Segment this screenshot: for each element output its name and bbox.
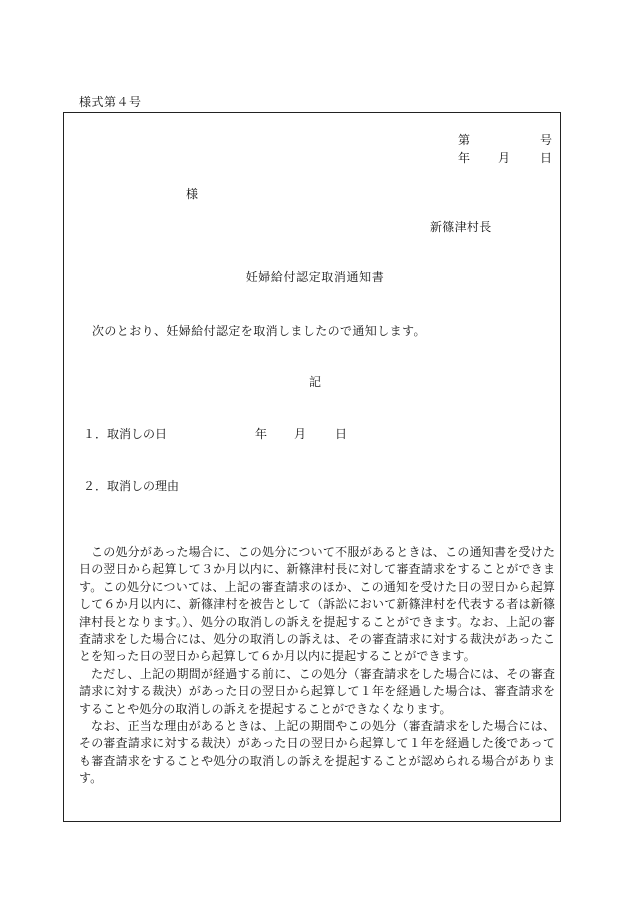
notice-paragraph: ただし、上記の期間が経過する前に、この処分（審査請求をした場合には、その審査請求に対する裁決）があった日の翌日から起算して１年を経過した場合は、審査請求をすることや処分の取消しの訴えを提起することができなくなります。 (79, 666, 555, 716)
item-cancellation-date-year: 年 (255, 427, 268, 441)
item-cancellation-date-day: 日 (335, 427, 348, 441)
notice-paragraph: なお、正当な理由があるときは、上記の期間やこの処分（審査請求をした場合には、その審査請求に対する裁決）があった日の翌日から起算して１年を経過した後であっても審査請求をすることや処分の取消しの訴えを提起することが認められる場合があります。 (79, 719, 555, 786)
appeal-notice (79, 544, 555, 788)
document-number-prefix: 第 (458, 133, 471, 147)
item-cancellation-date-month: 月 (294, 427, 307, 441)
ki-heading: 記 (308, 375, 321, 389)
item-cancellation-reason: ２．取消しの理由 (83, 479, 180, 493)
document-number-suffix: 号 (540, 133, 553, 147)
addressee: 様 (186, 187, 199, 201)
issue-date-year: 年 (458, 151, 471, 165)
lead-text: 次のとおり、妊婦給付認定を取消しましたので通知します。 (92, 324, 426, 338)
sender: 新篠津村長 (430, 220, 492, 234)
issue-date-month: 月 (498, 151, 511, 165)
document-title: 妊婦給付認定取消通知書 (245, 270, 385, 284)
notice-paragraph: この処分があった場合に、この処分について不服があるときは、この通知書を受けた日の翌日から起算して３か月以内に、新篠津村長に対して審査請求をすることができます。この処分については、上記の審査請求のほか、この通知を受けた日の翌日から起算して６か月以内に、新篠津村を被告として（訴訟において新篠津村を代表する者は新篠津村長となります。）、処分の取消しの訴えを提起することができます。なお、上記の審査請求をした場合には、処分の取消しの訴えは、その審査請求に対する裁決があったことを知った日の翌日から起算して６か月以内に提起することができます。 (79, 545, 555, 664)
item-cancellation-date-label: １．取消しの日 (83, 427, 168, 441)
form-number: 様式第４号 (79, 95, 142, 109)
issue-date-day: 日 (540, 151, 553, 165)
